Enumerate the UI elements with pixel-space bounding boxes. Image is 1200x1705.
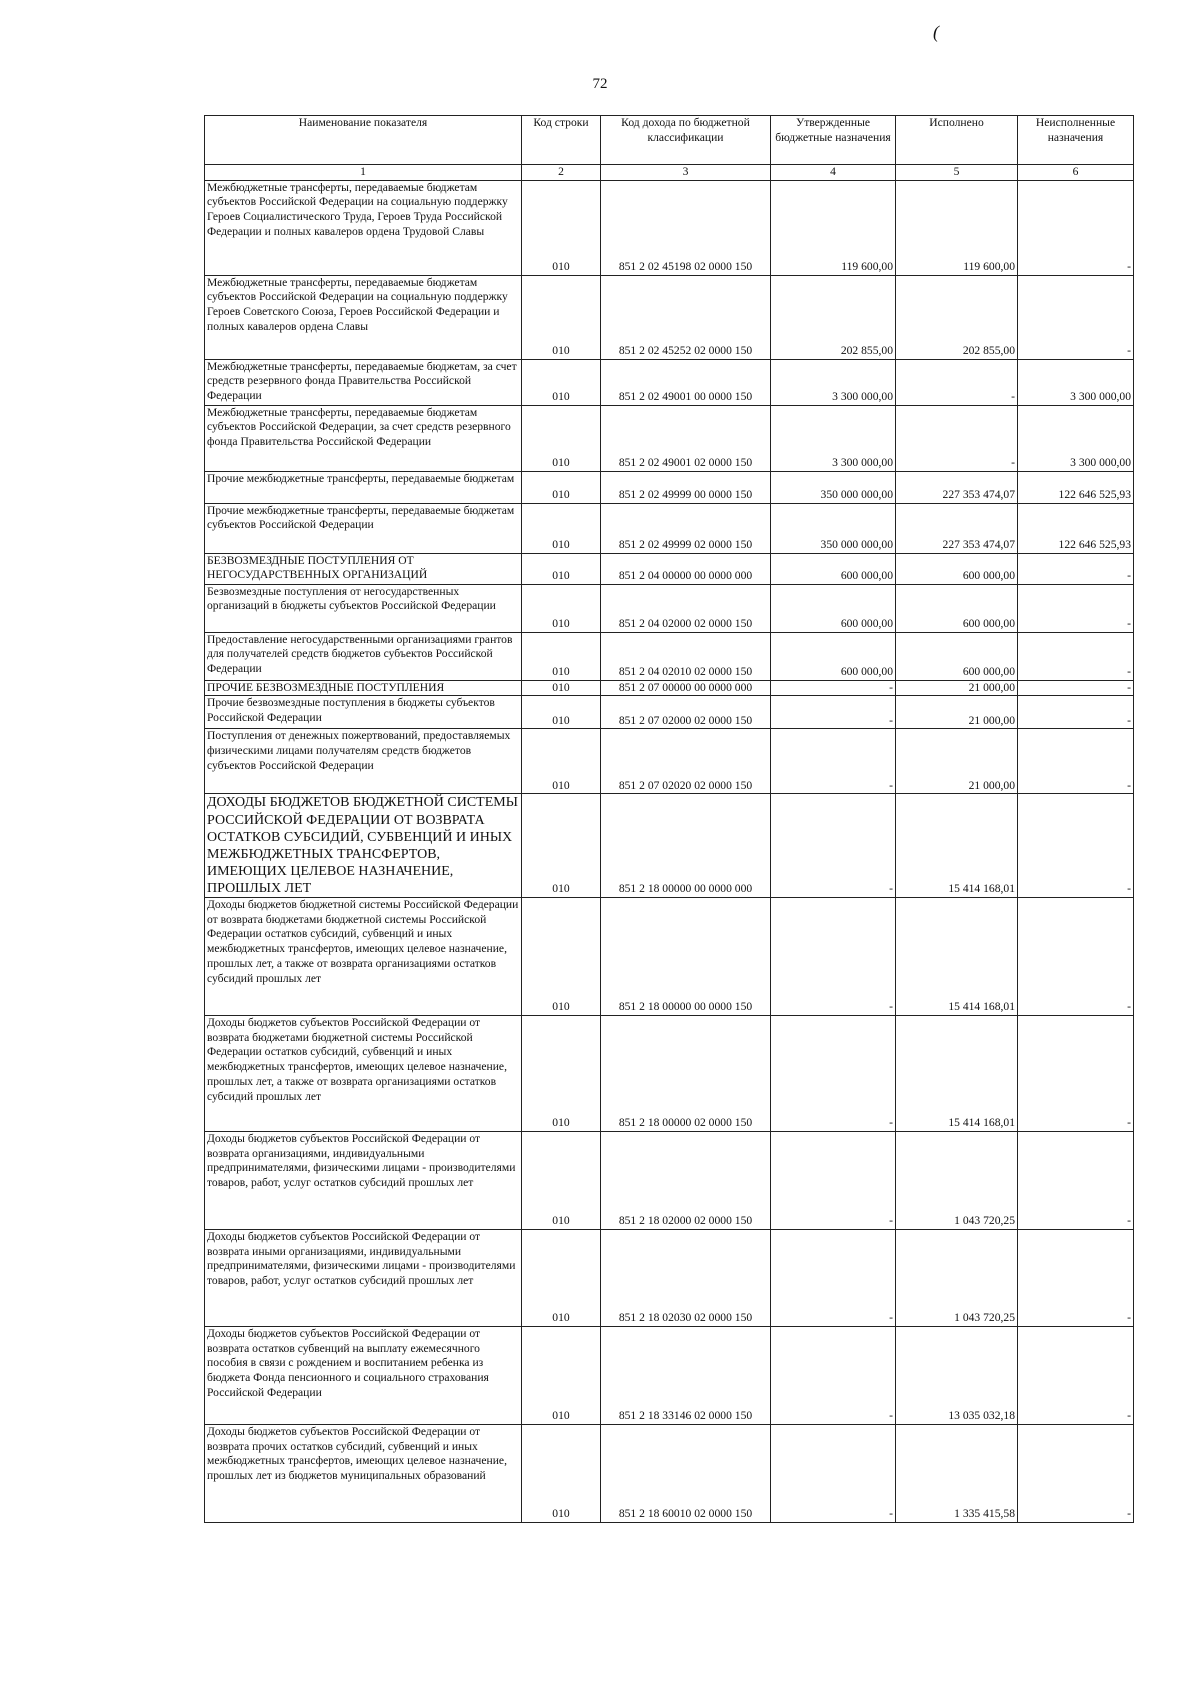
row-unexecuted: - [1018,680,1134,696]
row-line-code: 010 [522,553,601,584]
column-header-approved: Утвержденные бюджетные назначения [771,116,896,165]
table-row [205,503,1134,553]
table-row [205,471,1134,503]
row-name: Межбюджетные трансферты, передаваемые бюджетам субъектов Российской Федерации на социальную поддержку Героев Социалистического Труда, Героев Труда Российской Федерации и полных кавалеров ордена Трудовой Славы [205,180,522,275]
column-header-name: Наименование показателя [205,116,522,165]
row-approved: 119 600,00 [771,180,896,275]
row-line-code: 010 [522,1424,601,1522]
row-line-code: 010 [522,794,601,897]
row-line-code: 010 [522,1131,601,1229]
row-income-code: 851 2 02 45198 02 0000 150 [601,180,771,275]
row-unexecuted: - [1018,584,1134,632]
row-approved: - [771,1229,896,1326]
row-name: Доходы бюджетов субъектов Российской Федерации от возврата организациями, индивидуальными предпринимателями, физическими лицами - производителями товаров, работ, услуг остатков субсидий прошлых лет [205,1131,522,1229]
row-approved: 202 855,00 [771,275,896,359]
row-income-code: 851 2 04 02010 02 0000 150 [601,632,771,680]
row-executed: - [896,405,1018,471]
table-row [205,696,1134,729]
table-row [205,729,1134,794]
row-name: Прочие безвозмездные поступления в бюджеты субъектов Российской Федерации [205,696,522,729]
row-income-code: 851 2 02 49001 00 0000 150 [601,359,771,405]
row-unexecuted: - [1018,553,1134,584]
row-approved: - [771,1015,896,1131]
row-executed: 15 414 168,01 [896,897,1018,1015]
row-executed: 21 000,00 [896,680,1018,696]
row-executed: 1 335 415,58 [896,1424,1018,1522]
row-name: Доходы бюджетов субъектов Российской Федерации от возврата прочих остатков субсидий, субвенций и иных межбюджетных трансфертов, имеющих целевое назначение, прошлых лет из бюджетов муниципальных образований [205,1424,522,1522]
row-approved: 600 000,00 [771,632,896,680]
row-income-code: 851 2 18 60010 02 0000 150 [601,1424,771,1522]
row-executed: 15 414 168,01 [896,1015,1018,1131]
row-income-code: 851 2 04 00000 00 0000 000 [601,553,771,584]
column-number: 3 [601,165,771,181]
row-line-code: 010 [522,471,601,503]
row-line-code: 010 [522,680,601,696]
row-approved: - [771,1326,896,1424]
row-line-code: 010 [522,359,601,405]
table-row [205,632,1134,680]
row-line-code: 010 [522,405,601,471]
row-income-code: 851 2 02 45252 02 0000 150 [601,275,771,359]
row-income-code: 851 2 02 49999 00 0000 150 [601,471,771,503]
row-line-code: 010 [522,729,601,794]
row-name: Прочие межбюджетные трансферты, передаваемые бюджетам [205,471,522,503]
row-approved: 350 000 000,00 [771,503,896,553]
row-line-code: 010 [522,1326,601,1424]
row-unexecuted: - [1018,632,1134,680]
row-income-code: 851 2 18 00000 00 0000 150 [601,897,771,1015]
row-unexecuted: - [1018,794,1134,897]
table-row [205,584,1134,632]
row-executed: 21 000,00 [896,729,1018,794]
row-name: Межбюджетные трансферты, передаваемые бюджетам субъектов Российской Федерации на социальную поддержку Героев Советского Союза, Героев Российской Федерации и полных кавалеров ордена Славы [205,275,522,359]
row-income-code: 851 2 02 49001 02 0000 150 [601,405,771,471]
table-row [205,1229,1134,1326]
row-executed: 227 353 474,07 [896,471,1018,503]
row-executed: 15 414 168,01 [896,794,1018,897]
row-unexecuted: - [1018,275,1134,359]
table-header [205,116,1134,181]
row-approved: 3 300 000,00 [771,405,896,471]
row-executed: 600 000,00 [896,584,1018,632]
table-row [205,1131,1134,1229]
row-name: Доходы бюджетов субъектов Российской Федерации от возврата бюджетами бюджетной системы Российской Федерации остатков субсидий, субвенций и иных межбюджетных трансфертов, имеющих целевое назначение, прошлых лет, а также от возврата организациями остатков субсидий прошлых лет [205,1015,522,1131]
row-unexecuted: 122 646 525,93 [1018,503,1134,553]
row-name: БЕЗВОЗМЕЗДНЫЕ ПОСТУПЛЕНИЯ ОТ НЕГОСУДАРСТВЕННЫХ ОРГАНИЗАЦИЙ [205,553,522,584]
column-header-executed: Исполнено [896,116,1018,165]
column-number: 5 [896,165,1018,181]
row-executed: - [896,359,1018,405]
row-name: ПРОЧИЕ БЕЗВОЗМЕЗДНЫЕ ПОСТУПЛЕНИЯ [205,680,522,696]
column-number: 6 [1018,165,1134,181]
row-line-code: 010 [522,584,601,632]
table-row [205,897,1134,1015]
row-approved: - [771,1424,896,1522]
column-number: 4 [771,165,896,181]
column-number-row [205,165,1134,181]
row-name: Доходы бюджетов субъектов Российской Федерации от возврата иными организациями, индивидуальными предпринимателями, физическими лицами - производителями товаров, работ, услуг остатков субсидий прошлых лет [205,1229,522,1326]
row-name: Безвозмездные поступления от негосударственных организаций в бюджеты субъектов Российской Федерации [205,584,522,632]
row-unexecuted: - [1018,1015,1134,1131]
row-approved: - [771,794,896,897]
row-name: Доходы бюджетов субъектов Российской Федерации от возврата остатков субвенций на выплату ежемесячного пособия в связи с рождением и воспитанием ребенка из бюджета Фонда пенсионного и социального страхования Российской Федерации [205,1326,522,1424]
row-income-code: 851 2 18 02030 02 0000 150 [601,1229,771,1326]
table-body [205,180,1134,1522]
row-unexecuted: 3 300 000,00 [1018,359,1134,405]
table-row [205,359,1134,405]
table-row [205,180,1134,275]
row-approved: - [771,729,896,794]
row-executed: 21 000,00 [896,696,1018,729]
row-name: ДОХОДЫ БЮДЖЕТОВ БЮДЖЕТНОЙ СИСТЕМЫ РОССИЙСКОЙ ФЕДЕРАЦИИ ОТ ВОЗВРАТА ОСТАТКОВ СУБСИДИЙ, СУБВЕНЦИЙ И ИНЫХ МЕЖБЮДЖЕТНЫХ ТРАНСФЕРТОВ, ИМЕЮЩИХ ЦЕЛЕВОЕ НАЗНАЧЕНИЕ, ПРОШЛЫХ ЛЕТ [205,794,522,897]
row-line-code: 010 [522,897,601,1015]
row-unexecuted: - [1018,1424,1134,1522]
row-income-code: 851 2 07 02000 02 0000 150 [601,696,771,729]
column-number: 2 [522,165,601,181]
table-row [205,1015,1134,1131]
row-line-code: 010 [522,1229,601,1326]
page-mark: ( [933,22,939,42]
budget-execution-table [204,115,1134,1523]
table-row [205,1326,1134,1424]
row-approved: - [771,1131,896,1229]
row-unexecuted: - [1018,1326,1134,1424]
table-row [205,794,1134,897]
row-unexecuted: - [1018,1229,1134,1326]
row-executed: 1 043 720,25 [896,1131,1018,1229]
header-row [205,116,1134,165]
row-approved: - [771,680,896,696]
table-row [205,1424,1134,1522]
page-number: 72 [592,76,608,92]
row-unexecuted: 3 300 000,00 [1018,405,1134,471]
table-row [205,405,1134,471]
row-income-code: 851 2 18 00000 02 0000 150 [601,1015,771,1131]
row-line-code: 010 [522,632,601,680]
row-name: Поступления от денежных пожертвований, предоставляемых физическими лицами получателям средств бюджетов субъектов Российской Федерации [205,729,522,794]
row-income-code: 851 2 07 02020 02 0000 150 [601,729,771,794]
column-number: 1 [205,165,522,181]
row-unexecuted: - [1018,1131,1134,1229]
row-line-code: 010 [522,180,601,275]
row-executed: 600 000,00 [896,632,1018,680]
row-income-code: 851 2 02 49999 02 0000 150 [601,503,771,553]
row-executed: 1 043 720,25 [896,1229,1018,1326]
column-header-line-code: Код строки [522,116,601,165]
row-name: Межбюджетные трансферты, передаваемые бюджетам, за счет средств резервного фонда Правительства Российской Федерации [205,359,522,405]
row-name: Предоставление негосударственными организациями грантов для получателей средств бюджетов субъектов Российской Федерации [205,632,522,680]
row-approved: 350 000 000,00 [771,471,896,503]
row-line-code: 010 [522,275,601,359]
row-executed: 202 855,00 [896,275,1018,359]
row-income-code: 851 2 18 33146 02 0000 150 [601,1326,771,1424]
row-income-code: 851 2 07 00000 00 0000 000 [601,680,771,696]
table-row [205,553,1134,584]
row-unexecuted: - [1018,897,1134,1015]
row-executed: 227 353 474,07 [896,503,1018,553]
row-approved: 600 000,00 [771,553,896,584]
row-approved: 3 300 000,00 [771,359,896,405]
column-header-income-code: Код дохода по бюджетной классификации [601,116,771,165]
row-executed: 600 000,00 [896,553,1018,584]
table-row [205,680,1134,696]
row-executed: 13 035 032,18 [896,1326,1018,1424]
row-name: Прочие межбюджетные трансферты, передаваемые бюджетам субъектов Российской Федерации [205,503,522,553]
row-approved: 600 000,00 [771,584,896,632]
row-line-code: 010 [522,503,601,553]
row-line-code: 010 [522,696,601,729]
row-unexecuted: - [1018,696,1134,729]
row-name: Межбюджетные трансферты, передаваемые бюджетам субъектов Российской Федерации, за счет средств резервного фонда Правительства Российской Федерации [205,405,522,471]
row-income-code: 851 2 18 02000 02 0000 150 [601,1131,771,1229]
row-line-code: 010 [522,1015,601,1131]
row-approved: - [771,897,896,1015]
row-income-code: 851 2 18 00000 00 0000 000 [601,794,771,897]
row-approved: - [771,696,896,729]
row-unexecuted: - [1018,180,1134,275]
row-unexecuted: - [1018,729,1134,794]
row-name: Доходы бюджетов бюджетной системы Российской Федерации от возврата бюджетами бюджетной системы Российской Федерации остатков субсидий, субвенций и иных межбюджетных трансфертов, имеющих целевое назначение, прошлых лет, а также от возврата организациями остатков субсидий прошлых лет [205,897,522,1015]
column-header-unexecuted: Неисполненные назначения [1018,116,1134,165]
table-row [205,275,1134,359]
row-executed: 119 600,00 [896,180,1018,275]
row-income-code: 851 2 04 02000 02 0000 150 [601,584,771,632]
row-unexecuted: 122 646 525,93 [1018,471,1134,503]
